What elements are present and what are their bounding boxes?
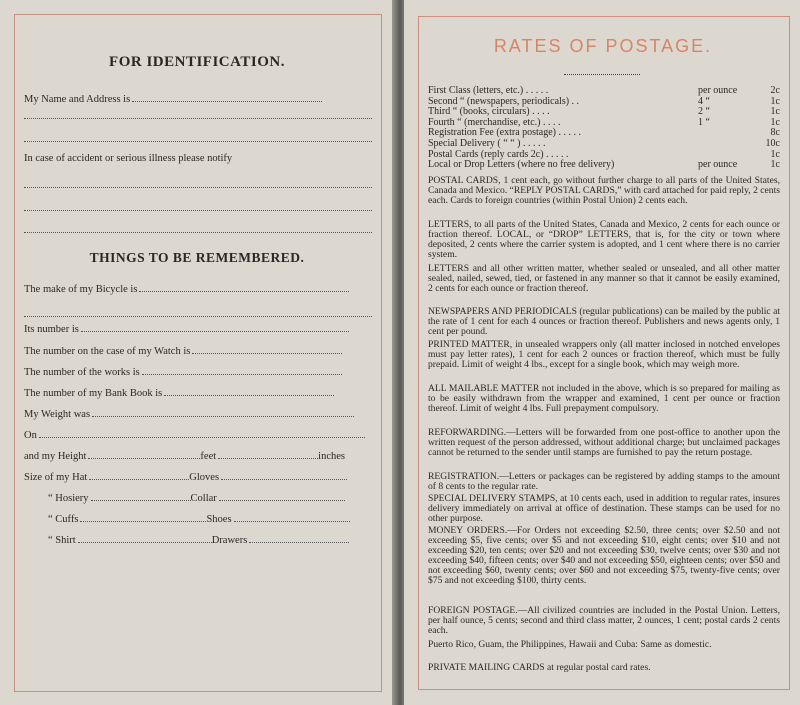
right-page: [404, 0, 800, 705]
shirt-label: “ Shirt Drawers: [24, 533, 372, 547]
rate-row: Registration Fee (extra postage) . . . . . 8c: [428, 127, 780, 139]
blank-line: [24, 187, 372, 188]
identification-title: FOR IDENTIFICATION.: [109, 54, 285, 70]
postal-cards-paragraph: POSTAL CARDS, 1 cent each, go without further charge to all parts of the United States, Canada and Mexico. “REPLY POSTAL CARDS,” with card attached for paid reply, 2 cents each. Cards to foreign countries (within Postal Union) 2 cents each.: [428, 175, 780, 207]
title-divider: [564, 74, 640, 75]
works-label: The number of the works is: [24, 365, 372, 379]
blank-line: [24, 232, 372, 233]
mailable-matter-paragraph: ALL MAILABLE MATTER not included in the above, which is so prepared for mailing as to be easily withdrawn from the wrapper and examined, 1 cent per ounce or fraction thereof. Limit of weight 4 lbs. Full prepayment compulsory.: [428, 383, 780, 415]
rate-row: Local or Drop Letters (where no free delivery) per ounce 1c: [428, 159, 780, 171]
emergency-label: In case of accident or serious illness please notify: [24, 153, 233, 164]
mailing-cards-paragraph: PRIVATE MAILING CARDS at regular postal card rates.: [428, 662, 651, 673]
cuffs-label: “ Cuffs Shoes: [24, 512, 372, 526]
rate-row: Second “ (newspapers, periodicals) . . 4 “ 1c: [428, 95, 780, 107]
watch-label: The number on the case of my Watch is: [24, 344, 372, 358]
rate-row: Third “ (books, circulars) . . . . 2 “ 1c: [428, 106, 780, 118]
money-orders-paragraph: MONEY ORDERS.—For Orders not exceeding $2.50, three cents; over $2.50 and not exceeding $5, five cents; over $5 and not exceeding $10, eight cents; over $10 and not exceeding $20, ten cents; over $20 and not exceeding $30, twelve cents; over $30 and not exceeding $40, fifteen cents; over $40 and not exceeding $50, eighteen cents; over $50 and not exceeding $60, twenty cents; over $60 and not exceeding $75, twenty-five cents; over $75 and not exceeding $100, thirty cents.: [428, 525, 780, 587]
rates-title: RATES OF POSTAGE.: [493, 36, 713, 56]
special-delivery-paragraph: SPECIAL DELIVERY STAMPS, at 10 cents each, used in addition to regular rates, insures delivery immediately on arrival at office of destination. These stamps can be used for no other purpose.: [428, 493, 780, 525]
rate-row: Postal Cards (reply cards 2c) . . . . . 1c: [428, 148, 780, 160]
blank-line: [24, 210, 372, 211]
bank-book-label: The number of my Bank Book is: [24, 386, 372, 400]
written-matter-paragraph: LETTERS and all other written matter, whether sealed or unsealed, and all other matter sealed, nailed, sewed, tied, or fastened in any manner so that it cannot be easily examined, 2 cents for each ounce or fraction thereof.: [428, 263, 780, 295]
remember-title: THINGS TO BE REMEMBERED.: [89, 250, 305, 265]
hosiery-label: “ Hosiery Collar: [24, 491, 372, 505]
rate-row: Fourth “ (merchandise, etc.) . . . . 1 “ 1c: [428, 116, 780, 128]
left-page: [0, 0, 396, 705]
reforwarding-paragraph: REFORWARDING.—Letters will be forwarded from one post-office to another upon the written request of the person addressed, without additional charge; but unclaimed packages cannot be returned to the sender until stamps are furnished to pay the return postage.: [428, 427, 780, 459]
height-label: and my Height feet inches: [24, 451, 345, 462]
territories-paragraph: Puerto Rico, Guam, the Philippines, Hawaii and Cuba: Same as domestic.: [428, 639, 712, 650]
registration-paragraph: REGISTRATION.—Letters or packages can be registered by adding stamps to the amount of 8 cents to the regular rate.: [428, 471, 780, 493]
hat-size-label: Size of my Hat Gloves: [24, 470, 372, 484]
rates-table: [428, 86, 780, 171]
printed-matter-paragraph: PRINTED MATTER, in unsealed wrappers only (all matter inclosed in notched envelopes must pay letter rates), 1 cent for each 2 ounces or fraction thereof, which must be fully prepaid. Limit of weight 4 lbs., except for a single book, which may weigh more.: [428, 339, 780, 371]
rate-row: Special Delivery ( “ “ ) . . . . . 10c: [428, 137, 780, 149]
number-label: Its number is: [24, 322, 372, 336]
on-date-label: On: [24, 428, 372, 442]
rate-row: First Class (letters, etc.) . . . . . per ounce 2c: [428, 85, 780, 96]
letters-paragraph: LETTERS, to all parts of the United States, Canada and Mexico, 2 cents for each ounce or fraction thereof. LOCAL, or “DROP” LETTERS, that is, for the city or town where deposited, 2 cents where the carrier system is adopted, and 1 cent where there is no carrier system.: [428, 219, 780, 261]
weight-label: My Weight was: [24, 407, 372, 421]
foreign-postage-paragraph: FOREIGN POSTAGE.—All civilized countries are included in the Postal Union. Letters, per half ounce, 5 cents; second and third class matter, 2 ounces, 1 cent; postal cards 2 cents each.: [428, 605, 780, 637]
name-address-label: My Name and Address is: [24, 92, 372, 106]
blank-line: [24, 118, 372, 119]
newspapers-paragraph: NEWSPAPERS AND PERIODICALS (regular publications) can be mailed by the public at the rate of 1 cent for each 4 ounces or fraction thereof. Publishers and news agents only, 1 cent per pound.: [428, 306, 780, 338]
blank-line: [24, 316, 372, 317]
bicycle-label: The make of my Bicycle is: [24, 282, 372, 296]
blank-line: [24, 141, 372, 142]
